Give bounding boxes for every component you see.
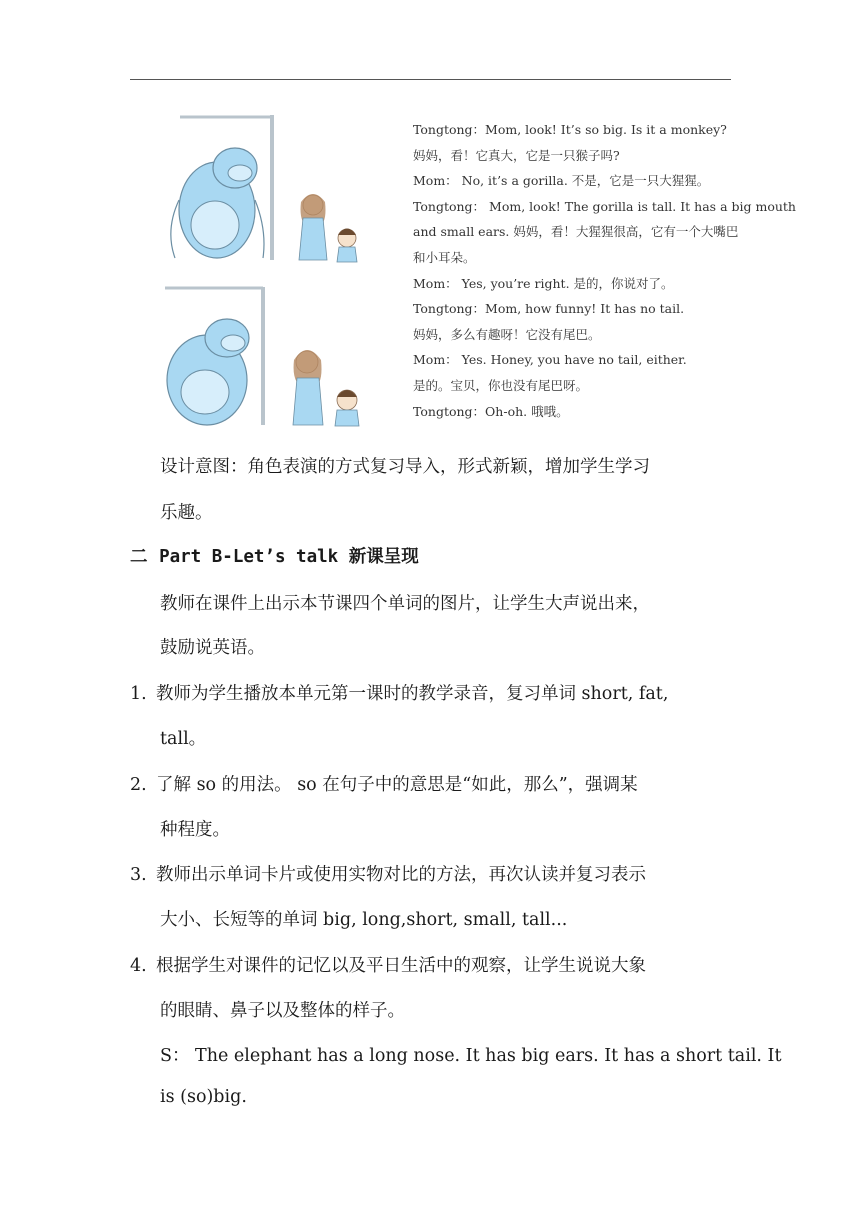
- dialogue-line: 和小耳朵。: [413, 249, 476, 265]
- step-number: 2.: [130, 775, 147, 795]
- design-intent-line-2: 乐趣。: [160, 503, 213, 523]
- header-rule: [130, 79, 731, 80]
- step-number: 1.: [130, 684, 147, 704]
- gorilla-illustration: [155, 110, 395, 430]
- dialogue-line: Mom： No, it’s a gorilla. 不是，它是一只大猩猩。: [413, 173, 710, 189]
- section-number: 二: [130, 547, 148, 567]
- dialogue-line: Tongtong： Mom, look! The gorilla is tall. It has a big mouth: [413, 198, 796, 214]
- illustration-panel-1: [171, 115, 357, 262]
- section-title: Part B-Let’s talk 新课呈现: [159, 547, 419, 567]
- step-3-line-2: 大小、长短等的单词 big, long,short, small, tall...: [160, 910, 568, 930]
- step-1-line-2: tall。: [160, 729, 207, 749]
- step-2-line-2: 种程度。: [160, 820, 230, 840]
- step-4-line-2: 的眼睛、鼻子以及整体的样子。: [160, 1001, 405, 1021]
- student-example-line-1: S： The elephant has a long nose. It has big ears. It has a short tail. It: [160, 1046, 782, 1066]
- design-intent-line-1: 设计意图：角色表演的方式复习导入，形式新颖，增加学生学习: [160, 457, 650, 477]
- step-number: 3.: [130, 865, 147, 885]
- illustration-panel-2: [165, 287, 359, 426]
- dialogue-line: 是的。宝贝，你也没有尾巴呀。: [413, 377, 589, 393]
- dialogue-line: 妈妈，多么有趣呀！它没有尾巴。: [413, 326, 601, 342]
- step-text: 了解 so 的用法。 so 在句子中的意思是“如此，那么”，强调某: [156, 775, 638, 795]
- step-3-line-1: [130, 861, 646, 886]
- section-heading: [130, 543, 419, 568]
- step-1-line-1: [130, 680, 668, 705]
- dialogue-line: Mom： Yes. Honey, you have no tail, either.: [413, 352, 687, 368]
- section-intro-line-1: 教师在课件上出示本节课四个单词的图片，让学生大声说出来，: [160, 594, 650, 614]
- dialogue-line: Tongtong：Oh-oh. 哦哦。: [413, 403, 569, 419]
- dialogue-box: [413, 117, 796, 424]
- dialogue-line: and small ears. 妈妈，看！大猩猩很高，它有一个大嘴巴: [413, 224, 739, 240]
- step-text: 教师出示单词卡片或使用实物对比的方法，再次认读并复习表示: [156, 865, 646, 885]
- step-4-line-1: [130, 952, 646, 977]
- section-intro-line-2: 鼓励说英语。: [160, 638, 265, 658]
- step-text: 教师为学生播放本单元第一课时的教学录音，复习单词 short, fat,: [156, 684, 669, 704]
- student-example-line-2: is (so)big.: [160, 1087, 247, 1107]
- step-2-line-1: [130, 771, 638, 796]
- dialogue-line: Tongtong：Mom, how funny! It has no tail.: [413, 301, 685, 317]
- dialogue-line: Tongtong：Mom, look! It’s so big. Is it a monkey?: [413, 122, 727, 137]
- dialogue-line: 妈妈，看！它真大，它是一只猴子吗?: [413, 147, 620, 163]
- step-text: 根据学生对课件的记忆以及平日生活中的观察，让学生说说大象: [156, 956, 646, 976]
- step-number: 4.: [130, 956, 147, 976]
- dialogue-line: Mom： Yes, you’re right. 是的，你说对了。: [413, 275, 674, 291]
